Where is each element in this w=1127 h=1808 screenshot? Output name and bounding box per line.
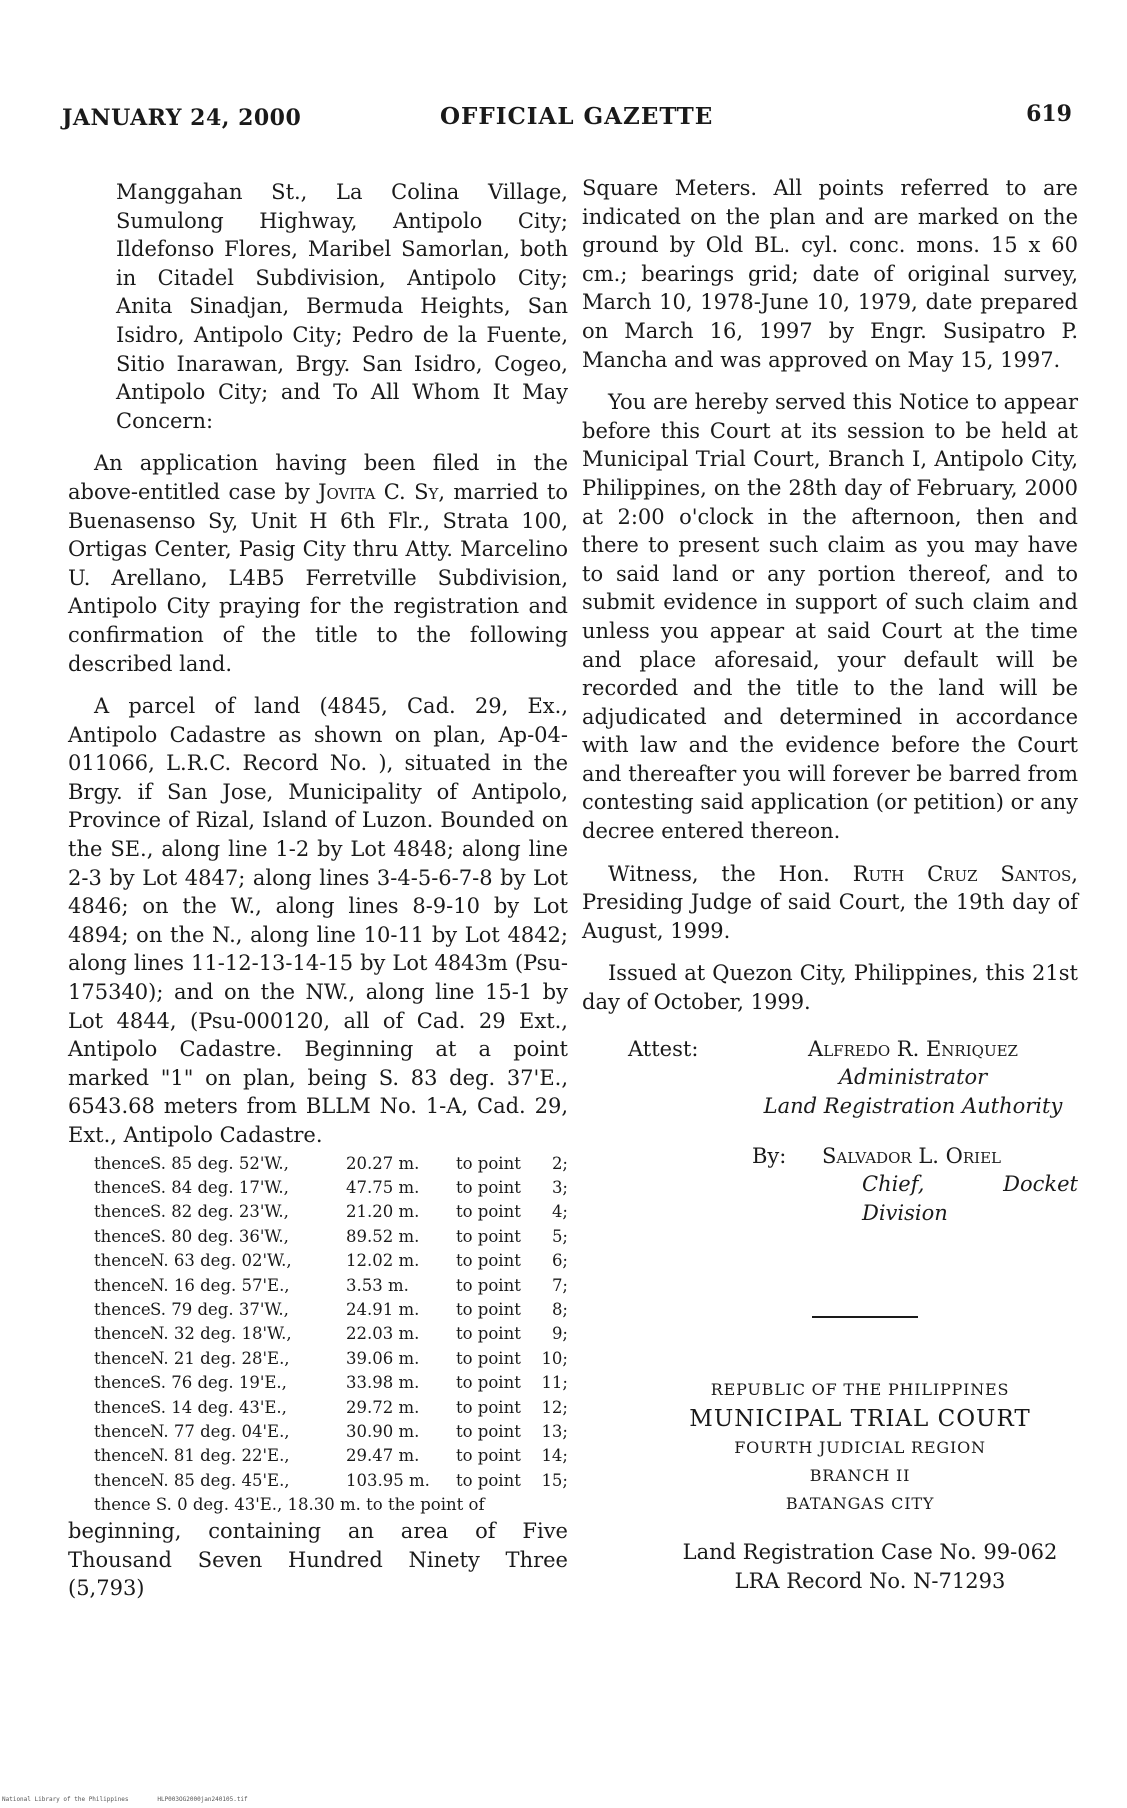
survey-course (94, 1444, 568, 1468)
course-distance: 3.53 m. (346, 1275, 409, 1295)
course-target (456, 1444, 568, 1468)
attest-agency: Land Registration Authority (763, 1093, 1063, 1118)
course-direction: thence (94, 1251, 151, 1271)
course-target (456, 1469, 568, 1493)
course-bearing: S. 79 deg. 37'W., (150, 1300, 289, 1320)
course-to-label: to point (456, 1397, 521, 1417)
survey-course (94, 1396, 568, 1420)
attest-label: Attest: (628, 1036, 699, 1061)
course-point: 7; (551, 1275, 568, 1295)
attest-name: Alfredo R. Enriquez (808, 1036, 1018, 1061)
course-target (456, 1176, 568, 1200)
witness-text-before: Witness, the Hon. (608, 861, 853, 886)
survey-courses-list (94, 1152, 568, 1494)
course-bearing: N. 32 deg. 18'W., (150, 1324, 292, 1344)
survey-course (94, 1322, 568, 1346)
course-direction: thence (94, 1153, 151, 1173)
court-republic: REPUBLIC OF THE PHILIPPINES (710, 1380, 1010, 1399)
course-point: 13; (541, 1422, 568, 1442)
by-title: Chief, Docket Division (862, 1172, 1078, 1225)
parcel-description: A parcel of land (4845, Cad. 29, Ex., Antipolo Cadastre as shown on plan, Ap-04-011066, L.R.C. Record No. ), situated in the Brgy. if San Jose, Municipality of Antipolo, Province of Rizal, Island of Luzon. Bounded on the SE., along line 1-2 by Lot 4848; along line 2-3 by Lot 4847; along lines 3-4-5-6-7-8 by Lot 4846; on the W., along lines 8-9-10 by Lot 4894; on the N., along line 10-11 by Lot 4842; along lines 11-12-13-14-15 by Lot 4843m (Psu-175340); and on the NW., along line 15-1 by Lot 4844, (Psu-000120, all of Cad. 29 Ext., Antipolo Cadastre. Beginning at a point marked "1" on plan, being S. 83 deg. 37'E., 6543.68 meters from BLLM No. 1-A, Cad. 29, Ext., Antipolo Cadastre. (68, 694, 568, 1147)
survey-course (94, 1274, 568, 1298)
course-direction: thence (94, 1446, 151, 1466)
course-distance: 22.03 m. (346, 1324, 420, 1344)
scan-footer (2, 1796, 248, 1803)
page-number: 619 (1026, 101, 1072, 127)
issued-paragraph: Issued at Quezon City, Philippines, this 21st day of October, 1999. (582, 961, 1078, 1015)
course-distance: 29.47 m. (346, 1446, 420, 1466)
course-bearing: S. 80 deg. 36'W., (150, 1226, 289, 1246)
section-divider (812, 1316, 918, 1318)
survey-course (94, 1225, 568, 1249)
course-direction: thence (94, 1226, 151, 1246)
application-paragraph (68, 449, 568, 678)
attest-block (582, 1035, 1078, 1120)
course-point: 5; (551, 1226, 568, 1246)
survey-course (94, 1152, 568, 1176)
course-target (456, 1347, 568, 1371)
course-bearing: N. 85 deg. 45'E., (150, 1470, 290, 1490)
course-bearing: S. 82 deg. 23'W., (150, 1202, 289, 1222)
by-label: By: (752, 1143, 787, 1168)
course-direction: thence (94, 1275, 151, 1295)
course-distance: 30.90 m. (346, 1422, 420, 1442)
course-point: 8; (551, 1300, 568, 1320)
course-to-label: to point (456, 1373, 521, 1393)
by-block (582, 1142, 1078, 1225)
course-distance: 39.06 m. (346, 1348, 420, 1368)
header-date: JANUARY 24, 2000 (62, 105, 302, 131)
page-header (62, 101, 1072, 145)
course-bearing: S. 84 deg. 17'W., (150, 1178, 289, 1197)
course-distance: 29.72 m. (346, 1397, 420, 1417)
course-distance: 20.27 m. (346, 1153, 420, 1173)
course-point: 9; (551, 1324, 568, 1344)
case-number: Land Registration Case No. 99-062 (682, 1540, 1058, 1564)
footer-library: National Library of the Philippines (2, 1796, 129, 1803)
course-to-label: to point (456, 1446, 521, 1466)
course-target (456, 1298, 568, 1322)
course-bearing: S. 85 deg. 52'W., (150, 1153, 289, 1173)
course-to-label: to point (456, 1275, 521, 1295)
course-point: 10; (541, 1348, 568, 1368)
court-name: MUNICIPAL TRIAL COURT (689, 1406, 1031, 1432)
area-continuation: Square Meters. All points referred to are indicated on the plan and are marked on the ground by Old BL. cyl. conc. mons. 15 x 60 cm.; bearings grid; date of original survey, March 10, 1978-June 10, 1979, date prepared on March 16, 1997 by Engr. Susipatro P. Mancha and was approved on May 15, 1997. (582, 176, 1078, 372)
survey-course (94, 1469, 568, 1493)
witness-text-after: , Presiding Judge of said Court, the 19th day of August, 1999. (582, 861, 1078, 943)
court-region: FOURTH JUDICIAL REGION (734, 1438, 986, 1457)
course-point: 14; (541, 1446, 568, 1466)
notice-paragraph: You are hereby served this Notice to appear before this Court at its session to be held at Municipal Trial Court, Branch I, Antipolo City, Philippines, on the 28th day of February, 2000 at 2:00 o'clock in the afternoon, then and there to present such claim as you may have to said land or any portion thereof, and to submit evidence in support of such claim and unless you appear at said Court at the time and place aforesaid, your default will be recorded and the title to the land will be adjudicated and determined in accordance with law and the evidence before the Court and thereafter you will forever be barred from contesting said application (or petition) or any decree entered thereon. (582, 390, 1078, 844)
course-to-label: to point (456, 1324, 521, 1344)
course-point: 4; (551, 1202, 568, 1222)
course-distance: 21.20 m. (346, 1202, 420, 1222)
course-to-label: to point (456, 1300, 521, 1320)
survey-course (94, 1249, 568, 1273)
course-point: 6; (551, 1251, 568, 1271)
course-distance: 33.98 m. (346, 1373, 420, 1393)
judge-name: Ruth Cruz Santos (852, 861, 1072, 886)
course-direction: thence (94, 1348, 151, 1368)
court-branch: BRANCH II (809, 1466, 911, 1485)
lra-record-number: LRA Record No. N-71293 (734, 1569, 1006, 1593)
case-numbers (660, 1538, 1080, 1596)
survey-course (94, 1371, 568, 1395)
course-to-label: to point (456, 1470, 521, 1490)
course-distance: 24.91 m. (346, 1300, 420, 1320)
course-bearing: N. 77 deg. 04'E., (150, 1422, 290, 1442)
by-signatory (822, 1142, 1078, 1228)
course-target (456, 1249, 568, 1273)
course-direction: thence (94, 1397, 151, 1417)
course-point: 11; (541, 1373, 568, 1393)
survey-course (94, 1347, 568, 1371)
course-point: 15; (541, 1470, 568, 1490)
area-paragraph: beginning, containing an area of Five Thousand Seven Hundred Ninety Three (5,793) (68, 1519, 568, 1601)
course-distance: 12.02 m. (346, 1251, 420, 1271)
survey-course-last: thence S. 0 deg. 43'E., 18.30 m. to the point of (94, 1495, 485, 1515)
attest-signatory (748, 1035, 1078, 1121)
right-column (582, 174, 1078, 1225)
addressee-paragraph: Manggahan St., La Colina Village, Sumulong Highway, Antipolo City; Ildefonso Flores, Maribel Samorlan, both in Citadel Subdivision, Antipolo City; Anita Sinadjan, Bermuda Heights, San Isidro, Antipolo City; Pedro de la Fuente, Sitio Inarawan, Brgy. San Isidro, Cogeo, Antipolo City; and To All Whom It May Concern: (116, 180, 568, 433)
applicant-name: Jovita C. Sy (318, 479, 439, 504)
application-text-before: An application having been filed in the above-entitled case by (68, 451, 568, 504)
course-target (456, 1274, 568, 1298)
course-target (456, 1322, 568, 1346)
attest-title: Administrator (838, 1065, 988, 1090)
course-direction: thence (94, 1470, 151, 1490)
course-to-label: to point (456, 1348, 521, 1368)
left-column (68, 178, 568, 1603)
course-target (456, 1152, 568, 1176)
course-target (456, 1396, 568, 1420)
course-bearing: N. 16 deg. 57'E., (150, 1275, 290, 1295)
course-point: 12; (541, 1397, 568, 1417)
survey-course (94, 1176, 568, 1200)
course-direction: thence (94, 1324, 151, 1344)
course-bearing: N. 63 deg. 02'W., (150, 1251, 292, 1271)
survey-course (94, 1200, 568, 1224)
course-to-label: to point (456, 1202, 521, 1222)
course-distance: 47.75 m. (346, 1178, 420, 1197)
course-target (456, 1225, 568, 1249)
course-point: 2; (551, 1153, 568, 1173)
court-city: BATANGAS CITY (785, 1494, 935, 1513)
survey-course (94, 1298, 568, 1322)
course-to-label: to point (456, 1226, 521, 1246)
header-title: OFFICIAL GAZETTE (440, 103, 714, 130)
course-to-label: to point (456, 1251, 521, 1271)
course-bearing: N. 21 deg. 28'E., (150, 1348, 290, 1368)
course-target (456, 1420, 568, 1444)
witness-paragraph (582, 860, 1078, 946)
course-distance: 89.52 m. (346, 1226, 420, 1246)
course-target (456, 1200, 568, 1224)
footer-file: HLP003OG2000jan240105.tif (157, 1796, 248, 1803)
course-target (456, 1371, 568, 1395)
course-direction: thence (94, 1300, 151, 1320)
course-bearing: S. 76 deg. 19'E., (150, 1373, 287, 1393)
course-direction: thence (94, 1373, 151, 1393)
course-bearing: S. 14 deg. 43'E., (150, 1397, 287, 1417)
court-heading (660, 1376, 1060, 1518)
course-to-label: to point (456, 1178, 521, 1197)
course-to-label: to point (456, 1153, 521, 1173)
course-to-label: to point (456, 1422, 521, 1442)
course-direction: thence (94, 1178, 151, 1197)
course-bearing: N. 81 deg. 22'E., (150, 1446, 290, 1466)
course-distance: 103.95 m. (346, 1470, 430, 1490)
by-name: Salvador L. Oriel (822, 1143, 1001, 1168)
course-direction: thence (94, 1422, 151, 1442)
application-text-after: , married to Buenasenso Sy, Unit H 6th Flr., Strata 100, Ortigas Center, Pasig City thru Atty. Marcelino U. Arellano, L4B5 Ferretville Subdivision, Antipolo City praying for the registration and confirmation of the title to the following described land. (68, 479, 568, 676)
course-point: 3; (551, 1178, 568, 1197)
course-direction: thence (94, 1202, 151, 1222)
survey-course (94, 1420, 568, 1444)
